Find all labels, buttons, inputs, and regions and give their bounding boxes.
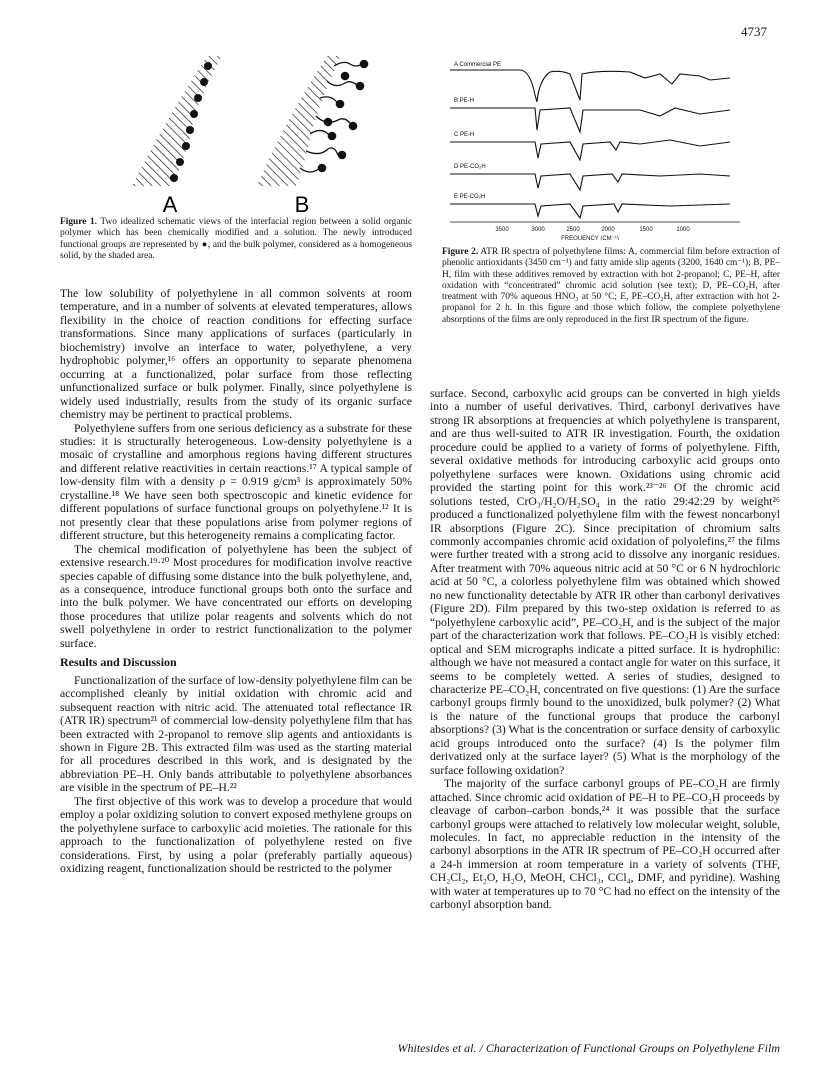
x-axis-label: FREQUENCY (CM⁻¹) [561, 236, 619, 240]
figure-2-ir-spectra [440, 50, 760, 240]
figure-1-caption [60, 217, 412, 262]
x-tick-2000: 2000 [601, 227, 615, 233]
paragraph: The chemical modification of polyethylene has been the subject of extensive research.¹⁹·²⁰ Most procedures for modification involve reactive species capable of diffusing some distance into the bulk polyethylene, and, as a consequence, introduce functional groups both onto the surface and into the bulk polymer. We have concentrated our efforts on developing those procedures that utilize polar reagents and solvents which do not swell polyethylene in order to restrict functionalization to the polymer surface. [60, 542, 412, 650]
x-tick-1500: 1500 [639, 227, 653, 233]
x-tick-1000: 1000 [676, 227, 690, 233]
column-1 [60, 287, 412, 875]
x-tick-3000: 3000 [531, 227, 545, 233]
ir-traces [450, 70, 730, 218]
figure-2-caption [442, 247, 780, 326]
paragraph: The majority of the surface carbonyl groups of PE–CO₂H are firmly attached. Since chromic acid oxidation of PE–H to PE–CO₂H proceeds by cleavage of carbon–carbon bonds,²⁴ it was possible that the surface carbonyl groups were attached to relatively low molecular weight, soluble, molecules. In fact, no appreciable reduction in the intensity of the carbonyl absorptions in the ATR IR spectrum of PE–CO₂H occurred after a 24-h immersion at room temperature in a variety of solvents (THF, CH₂Cl₂, Et₂O, H₂O, MeOH, CHCl₃, CCl₄, DMF, and pyridine). Washing with water at temperatures up to 70 °C had no effect on the intensity of the carbonyl absorption band. [430, 777, 780, 912]
trace-label-a: A Commercial PE [454, 62, 502, 68]
trace-label-d: D PE-CO₂H [454, 164, 486, 170]
x-tick-2500: 2500 [566, 227, 580, 233]
trace-a [450, 70, 730, 102]
column-2 [430, 387, 780, 912]
figure-1-caption-text: Two idealized schematic views of the interfacial region between a solid organic polymer which has been chemically modified and a solution. The newly introduced functional groups are represented by ●, and the bulk polymer, considered as a homogeneous solid, by the shaded area. [60, 217, 412, 261]
paragraph: surface. Second, carboxylic acid groups can be converted in high yields into a number of useful derivatives. Third, carbonyl derivatives have strong IR absorptions at frequencies at which polyethylene is transparent, and are thus well-suited to ATR IR investigation. Fourth, the oxidation procedure could be applied to a variety of forms of polyethylene. Fifth, several oxidative methods for introducing carboxylic acid groups onto polyethylene surfaces were known. Oxidations using chromic acid provided the starting point for this work.²³⁻²⁶ Of the chromic acid solutions tested, CrO₃/H₂O/H₂SO₄ in the ratio 29:42:29 by weight²⁶ produced a functionalized polyethylene film with the fewest noncarbonyl IR absorptions (Figure 2C). Since precipitation of chromium salts commonly accompanies chromic acid oxidation of polyolefins,²⁷ the films were further treated with a strong acid to dissolve any inorganic residues. After treatment with 70% aqueous nitric acid at 50 °C or 6 N hydrochloric acid at 50 °C, a colorless polyethylene film was obtained which showed no new functionality detectable by ATR IR other than carbonyl derivatives (Figure 2D). Film prepared by this two-step oxidation is referred to as “polyethylene carboxylic acid”, PE–CO₂H, and is the subject of the major part of the characterization work that follows. PE–CO₂H is visibly etched: optical and SEM micrographs indicate a pitted surface. It is hydrophilic: although we have not measured a contact angle for water on this surface, it seems to be completely wetted. A series of studies, designed to characterize PE–CO₂H, concentrated on five questions: (1) Are the surface carbonyl groups firmly bound to the unoxidized, bulk polymer? (2) What is the nature of the functional groups that produce the carbonyl absorptions? (3) What is the concentration or surface density of carboxylic acid groups introduced onto the surface? (4) Is the polymer film derivatized only at the surface layer? (5) What is the morphology of the surface following oxidation? [430, 387, 780, 777]
figure-1-caption-label: Figure 1. [60, 217, 97, 227]
trace-label-c: C PE-H [454, 132, 475, 138]
paragraph: The first objective of this work was to develop a procedure that would employ a polar oxidizing solution to convert exposed methylene groups on the polyethylene surface to carboxylic acid moieties. The rationale for this approach to the functionalization of polyethylene rested on five considerations. First, by using a polar (preferably partially aqueous) oxidizing reagent, functionalization should be restricted to the polymer [60, 794, 412, 876]
figure-2-caption-text: ATR IR spectra of polyethylene films: A, commercial film before extraction of phenolic antioxidants (3450 cm⁻¹) and fatty amide slip agents (3200, 1640 cm⁻¹); B, PE–H, film with these additives removed by extraction with hot 2-propanol; C, PE–H, after oxidation with “concentrated” chromic acid solution (see text); D, PE–CO₂H, after treatment with 70% aqueous HNO₃ at 50 °C; E, PE–CO₂H, after extraction with hot 2-propanol for 2 h. In this figure and those which follow, the complete polyethylene absorptions of the films are only reproduced in the first IR spectrum of the figure. [442, 247, 781, 325]
trace-label-b: B PE-H [454, 98, 475, 104]
figure-2-caption-label: Figure 2. [442, 247, 479, 257]
paragraph: The low solubility of polyethylene in all common solvents at room temperature, and in a number of solvents at elevated temperatures, allows flexibility in the choice of reaction conditions for effecting surface transformations. Since many applications of surfaces (particularly in biochemistry) involve an interface to water, polyethylene, a very hydrophobic polymer,¹⁶ offers an opportunity to separate phenomena occurring at a functionalized, polar surface from those reflecting unfunctionalized surface or bulk polymer. Finally, since polyethylene is widely used industrially, results from the study of its organic surface chemistry may be pertinent to practical problems. [60, 287, 412, 422]
figure-1-schematic [112, 36, 412, 216]
trace-b [450, 108, 730, 132]
trace-label-e: E PE-CO₂H [454, 194, 486, 200]
section-heading: Results and Discussion [60, 655, 177, 670]
running-footer: Whitesides et al. / Characterization of Functional Groups on Polyethylene Film [397, 1041, 780, 1055]
page-number: 4737 [741, 24, 767, 39]
trace-e [450, 204, 730, 218]
trace-c [450, 140, 730, 160]
paragraph: Functionalization of the surface of low-density polyethylene film can be accomplished cleanly by initial oxidation with chromic acid and subsequent reaction with nitric acid. The attenuated total reflectance IR (ATR IR) spectrum²¹ of commercial low-density polyethylene film that has been extracted with 2-propanol to remove slip agents and antioxidants is shown in Figure 2B. This extracted film was used as the starting material for all procedures described in this work, and is designated by the abbreviation PE–H. Only bands attributable to polyethylene absorbances are visible in the spectrum of PE–H.²² [60, 673, 412, 795]
figure-1-label-a: A [162, 192, 178, 216]
x-tick-3500: 3500 [495, 227, 509, 233]
polymer-slab-a [132, 56, 222, 186]
paragraph: Polyethylene suffers from one serious deficiency as a substrate for these studies: it is structurally heterogeneous. Low-density polyethylene is a mosaic of crystalline and amorphous regions having different structures and different relative reactivities in certain reactions.¹⁷ A typical sample of low-density film with a density ρ = 0.919 g/cm³ is approximately 50% crystalline.¹⁸ We have seen both spectroscopic and kinetic evidence for different populations of surface functional groups on polyethylene.¹² It is not presently clear that these populations arise from polymer regions of different structure, but this heterogeneity remains a complicating factor. [60, 421, 412, 543]
trace-d [450, 174, 730, 190]
figure-1-label-b: B [294, 192, 310, 216]
